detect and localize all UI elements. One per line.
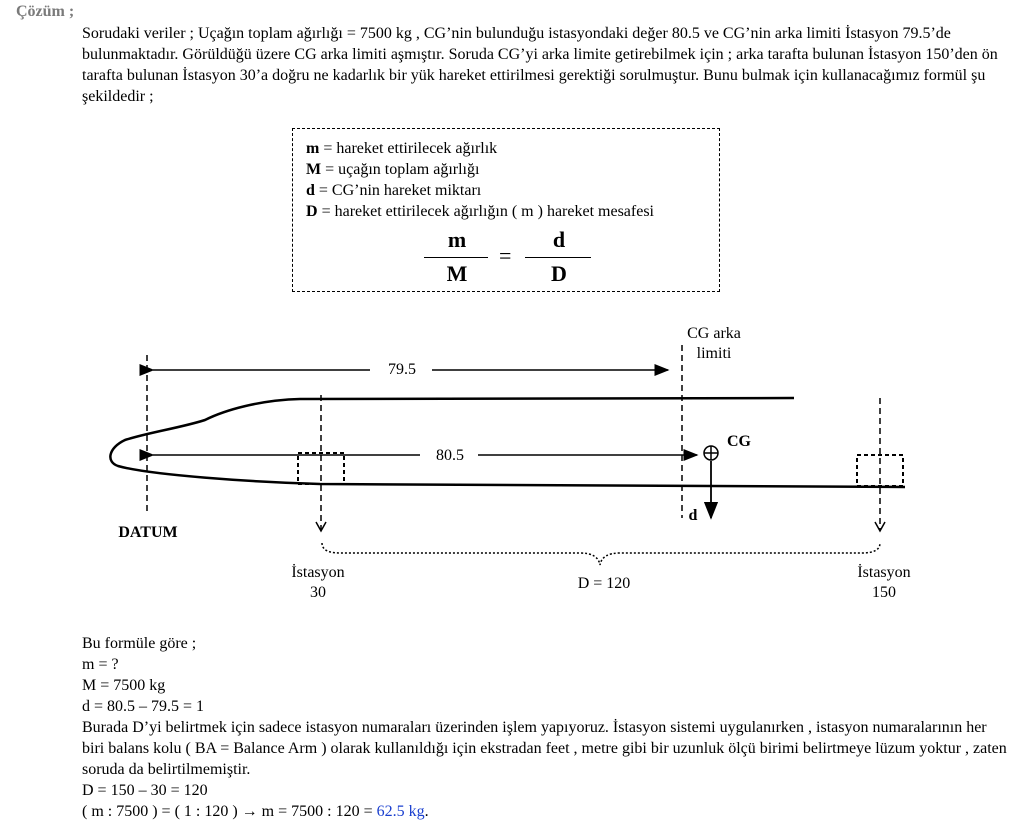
dim-79-5-label: 79.5 <box>388 361 416 378</box>
def-m: m = hareket ettirilecek ağırlık <box>306 140 498 157</box>
result-value: 62.5 kg <box>376 803 425 820</box>
datum-label: DATUM <box>118 524 178 541</box>
station-30-label: İstasyon 30 <box>291 564 345 601</box>
formula-left-denominator: M <box>446 261 468 286</box>
solution-heading: Çözüm ; <box>16 3 75 20</box>
def-M: M = uçağın toplam ağırlığı <box>306 161 480 178</box>
dim-80-5-label: 80.5 <box>436 447 464 464</box>
calc-line-result: ( m : 7500 ) = ( 1 : 120 ) → m = 7500 : 120 = 62.5 kg. <box>82 803 429 820</box>
calc-line-d: d = 80.5 – 79.5 = 1 <box>82 698 205 715</box>
cg-label: CG <box>727 433 751 450</box>
distance-D-label: D = 120 <box>577 575 631 592</box>
calculation-section <box>82 633 1012 822</box>
cg-aft-limit-label: CG arka limiti <box>687 325 741 362</box>
def-D: D = hareket ettirilecek ağırlığın ( m ) hareket mesafesi <box>306 203 654 220</box>
intro-paragraph: Sorudaki veriler ; Uçağın toplam ağırlığı = 7500 kg , CG’nin bulunduğu istasyondaki değer 80.5 ve CG’nin arka limiti İstasyon 79.5’de bulunmaktadır. Görüldüğü üzere CG arka limiti aşmıştır. Soruda CG’yi arka limite getirebilmek için ; arka tarafta bulunan İstasyon 150’den ön tarafta bulunan İstasyon 30’a doğru ne kadarlık bir yük hareket ettirilmesi gerektiği sorulmuştur. Bunu bulmak için kullanacağımız formül şu şekildedir ; <box>82 25 998 105</box>
calc-line-M: M = 7500 kg <box>82 677 166 694</box>
def-d: d = CG’nin hareket miktarı <box>306 182 482 199</box>
calc-line-intro: Bu formüle göre ; <box>82 635 197 652</box>
calc-explanation: Burada D’yi belirtmek için sadece istasyon numaraları üzerinden işlem yapıyoruz. İstasyon sistemi uygulanırken , istasyon numaralarının her biri balans kolu ( BA = Balance Arm ) olarak kullanıldığı için ekstradan feet , metre gibi bir uzunluk ölçü birimi belirtmeye lüzum yoktur , zaten soruda da belirtilmemiştir. <box>82 719 1007 778</box>
formula-left-numerator: m <box>447 227 467 252</box>
calc-line-m: m = ? <box>82 656 119 673</box>
formula-right-numerator: d <box>552 227 566 252</box>
formula-right-denominator: D <box>551 261 567 286</box>
station-150-label: İstasyon 150 <box>857 564 911 601</box>
calc-line-D: D = 150 – 30 = 120 <box>82 782 208 799</box>
cg-symbol <box>704 446 718 460</box>
cg-shift-d-label: d <box>688 507 698 524</box>
formula-equals: = <box>499 243 512 268</box>
fuselage-outline <box>110 398 905 487</box>
distance-brace <box>322 543 880 565</box>
